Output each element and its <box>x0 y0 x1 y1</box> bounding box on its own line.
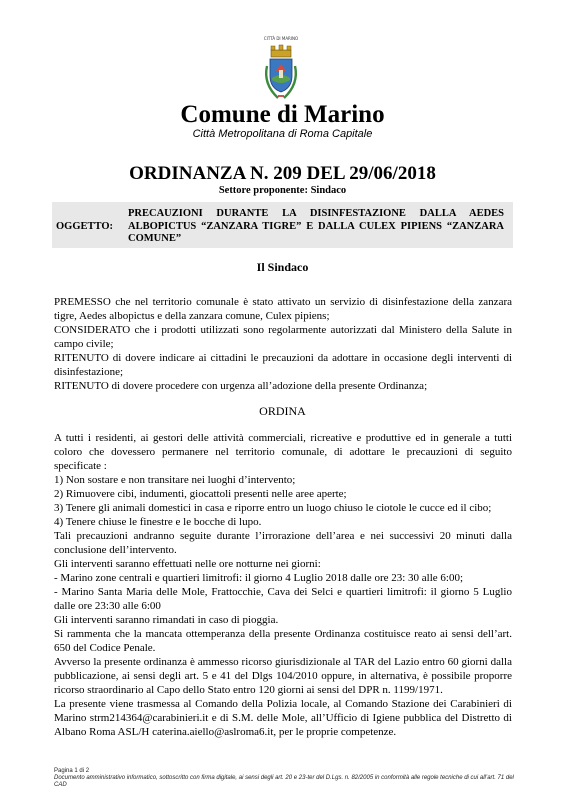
order-paragraph: - Marino zone centrali e quartieri limitrofi: il giorno 4 Luglio 2018 dalle ore 23: 30 alle 6:00; <box>54 572 464 584</box>
digital-signature-note: Documento amministrativo informatico, sottoscritto con firma digitale, ai sensi degli art. 20 e 23-ter del D.Lgs. n. 82/2005 in conformità alle regole tecniche di cui all’art. 71 del CAD <box>54 775 514 788</box>
order-paragraph: Gli interventi saranno effettuati nelle ore notturne nei giorni: <box>54 558 321 570</box>
orders-heading: ORDINA <box>259 404 306 418</box>
coat-of-arms-icon <box>258 36 304 106</box>
ordinance-title: ORDINANZA N. 209 DEL 29/06/2018 <box>129 163 436 184</box>
premise-paragraph: PREMESSO che nel territorio comunale è stato attivato un servizio di disinfestazione della zanzara tigre, Aedes albopictus e della zanzara comune, Culex pipiens; <box>54 296 512 322</box>
page-number: Pagina 1 di 2 <box>54 768 90 774</box>
order-paragraph: 2) Rimuovere cibi, indumenti, giocattoli presenti nelle aree aperte; <box>54 488 347 500</box>
order-paragraph: La presente viene trasmessa al Comando della Polizia locale, al Comando Stazione dei Carabinieri di Marino strm214364@carabinieri.it e di S.M. delle Mole, all’Ufficio di Igiene pubblica del Distretto di Albano Roma ASL/H caterina.aiello@aslroma6.it, per le proprie competenze. <box>54 698 512 738</box>
order-paragraph: Gli interventi saranno rimandati in caso di pioggia. <box>54 614 279 626</box>
municipal-crest-logo <box>258 36 304 106</box>
municipality-subtitle: Città Metropolitana di Roma Capitale <box>192 128 373 140</box>
orders-section <box>54 431 512 739</box>
order-paragraph: Avverso la presente ordinanza è ammesso ricorso giurisdizionale al TAR del Lazio entro 60 giorni dalla pubblicazione, ai sensi degli art. 5 e 41 del Dlgs 104/2010 oppure, in alternativa, è possibile proporre ricorso straordinario al Capo dello Stato entro 120 giorni ai sensi del DPR n. 1199/1971. <box>54 656 512 696</box>
municipality-name: Comune di Marino <box>180 101 385 128</box>
order-paragraph: 3) Tenere gli animali domestici in casa e riporre entro un luogo chiuso le ciotole le cucce ed il cibo; <box>54 502 492 514</box>
premise-paragraph: RITENUTO di dovere procedere con urgenza all’adozione della presente Ordinanza; <box>54 380 428 392</box>
premises-section <box>54 295 512 393</box>
premise-paragraph: CONSIDERATO che i prodotti utilizzati sono regolarmente autorizzati dal Ministero della Salute in campo civile; <box>54 324 512 350</box>
order-paragraph: Tali precauzioni andranno seguite durante l’irrorazione dell’area e nei successivi 20 minuti dalla conclusione dell’intervento. <box>54 530 512 556</box>
order-paragraph: Si rammenta che la mancata ottemperanza della presente Ordinanza costituisce reato ai sensi dell’art. 650 del Codice Penale. <box>54 628 512 654</box>
crest-caption: CITTÀ DI MARINO <box>263 36 299 41</box>
subject-text: PRECAUZIONI DURANTE LA DISINFESTAZIONE DALLA AEDES ALBOPICTUS “ZANZARA TIGRE” E DALLA CULEX PIPIENS “ZANZARA COMUNE” <box>128 208 504 244</box>
subject-label: OGGETTO: <box>56 221 113 232</box>
order-paragraph: 4) Tenere chiuse le finestre e le bocche di lupo. <box>54 516 262 528</box>
mayor-heading: Il Sindaco <box>256 260 309 274</box>
order-paragraph: - Marino Santa Maria delle Mole, Frattocchie, Cava dei Selci e quartieri limitrofi: il giorno 5 Luglio dalle ore 23:30 alle 6:00 <box>54 586 512 612</box>
order-paragraph: 1) Non sostare e non transitare nei luoghi d’intervento; <box>54 474 296 486</box>
premise-paragraph: RITENUTO di dovere indicare ai cittadini le precauzioni da adottare in occasione degli interventi di disinfestazione; <box>54 352 512 378</box>
page-footer <box>54 768 524 789</box>
order-paragraph: A tutti i residenti, ai gestori delle attività commerciali, ricreative e produttive ed in generale a tutti coloro che dovessero permanere nel territorio comunale, di adottare le precauzioni di seguito specificate : <box>54 432 512 472</box>
proposing-sector: Settore proponente: Sindaco <box>218 185 347 196</box>
subject-box <box>52 202 513 248</box>
